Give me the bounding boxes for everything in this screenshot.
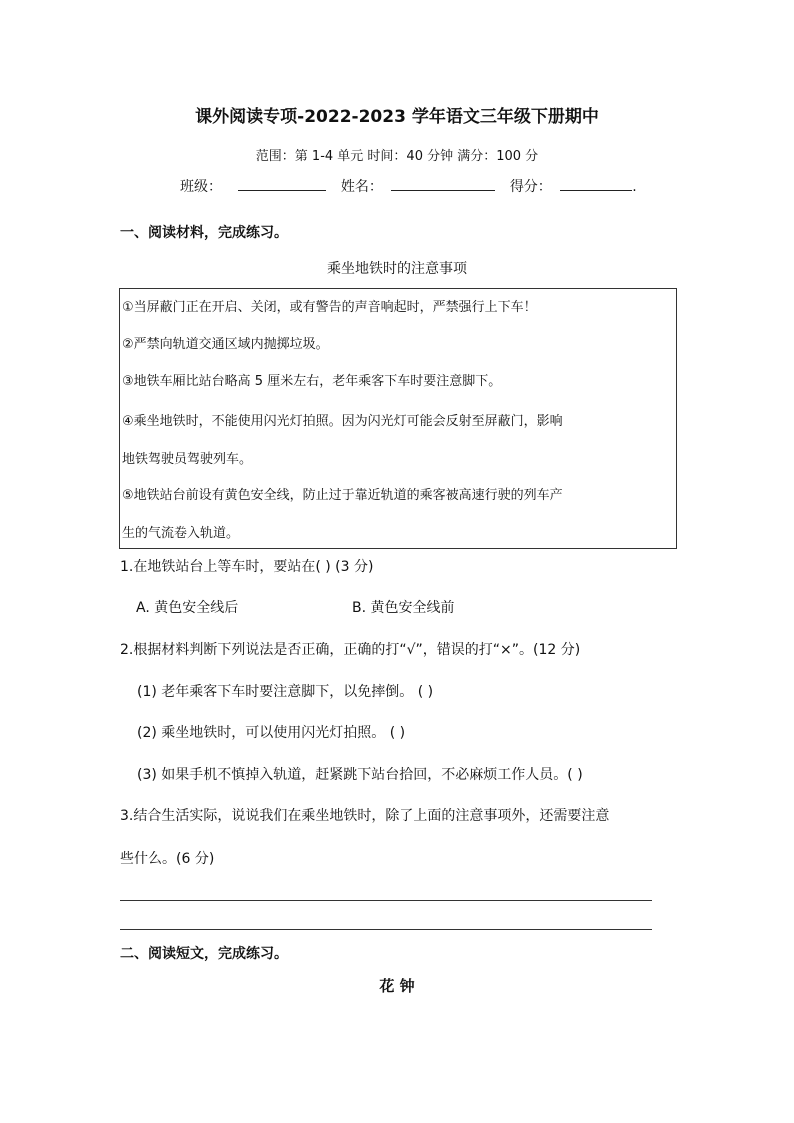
judge-item-3[interactable]: (3) 如果手机不慎掉入轨道，赶紧跳下站台拾回，不必麻烦工作人员。( ) (137, 767, 583, 783)
material-caption: 乘坐地铁时的注意事项 (327, 261, 467, 277)
page-title: 课外阅读专项-2022-2023 学年语文三年级下册期中 (195, 107, 599, 127)
answer-line-2[interactable] (120, 929, 652, 930)
option-b[interactable]: B. 黄色安全线前 (352, 600, 455, 616)
judge-item-1[interactable]: (1) 老年乘客下车时要注意脚下，以免摔倒。 ( ) (137, 684, 434, 700)
score-blank[interactable] (560, 176, 632, 191)
question-2: 2.根据材料判断下列说法是否正确，正确的打“√”，错误的打“×”。(12 分) (120, 642, 581, 658)
question-1: 1.在地铁站台上等车时，要站在( ) (3 分) (120, 559, 374, 575)
rule-1: ①当屏蔽门正在开启、关闭，或有警告的声音响起时，严禁强行上下车！ (122, 300, 537, 315)
name-blank[interactable] (391, 176, 495, 191)
exam-meta: 范围：第 1-4 单元 时间：40 分钟 满分：100 分 (255, 149, 539, 164)
rule-2: ②严禁向轨道交通区域内抛掷垃圾。 (122, 337, 329, 352)
question-3-continued: 些什么。(6 分) (120, 851, 215, 867)
passage-title: 花 钟 (379, 977, 415, 995)
answer-line-1[interactable] (120, 900, 652, 901)
rule-4: ④乘坐地铁时，不能使用闪光灯拍照。因为闪光灯可能会反射至屏蔽门，影响 (122, 414, 563, 429)
option-a[interactable]: A. 黄色安全线后 (136, 600, 239, 616)
judge-item-2[interactable]: (2) 乘坐地铁时，可以使用闪光灯拍照。 ( ) (137, 725, 406, 741)
name-label: 姓名： (340, 179, 383, 195)
rule-5-continued: 生的气流卷入轨道。 (122, 526, 240, 541)
section1-heading: 一、阅读材料，完成练习。 (120, 225, 288, 241)
rule-3: ③地铁车厢比站台略高 5 厘米左右，老年乘客下车时要注意脚下。 (122, 374, 502, 389)
question-3: 3.结合生活实际，说说我们在乘坐地铁时，除了上面的注意事项外，还需要注意 (120, 808, 610, 824)
rule-4-continued: 地铁驾驶员驾驶列车。 (122, 452, 253, 467)
student-info (180, 176, 637, 196)
section2-heading: 二、阅读短文，完成练习。 (120, 946, 288, 962)
score-label: 得分： (509, 179, 552, 195)
class-blank[interactable] (238, 176, 326, 191)
end-mark: . (632, 179, 637, 195)
class-label: 班级： (180, 179, 222, 195)
rule-5: ⑤地铁站台前设有黄色安全线，防止过于靠近轨道的乘客被高速行驶的列车产 (122, 488, 563, 503)
